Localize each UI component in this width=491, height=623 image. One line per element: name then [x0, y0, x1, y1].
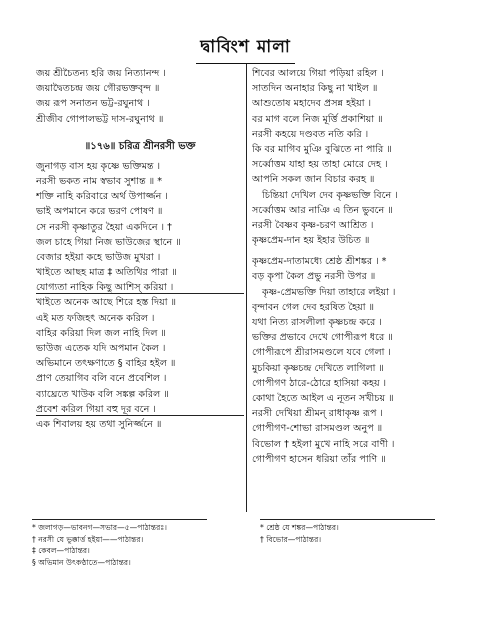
verse-line: কি বর মাগিব মুঞি বুঝিতে না পারি ॥ [252, 143, 392, 155]
footnote: † নরসী যে ভুক্কার্ত্ত হইয়া——পাঠান্তর। [32, 534, 144, 544]
footnote: † বিভোর—পাঠান্তর। [260, 534, 322, 544]
verse-line: নরসী কহয়ে দণ্ডবত নতি করি । [252, 128, 369, 140]
verse-line: যথা নিত্য রাসলীলা কৃষ্ণচন্দ্র করে । [252, 317, 382, 328]
verse-line: গোপীগণ হাসেন ধরিয়া তাঁর পাণি ॥ [252, 453, 386, 465]
verse-line: কৃষ্ণ-প্রেমভক্তি দিয়া তাহারে লইয়া । [262, 286, 396, 298]
footnote-rule [260, 519, 435, 520]
verse-line: বিভোল † হইলা মুখে নাহি সরে বাণী । [252, 438, 395, 450]
verse-line: খাইতে অনেক আছে শিরে হস্ত দিয়া ॥ [36, 297, 177, 309]
verse-line: সে নরসী কৃষ্ণাতুর হৈয়া একদিনে । † [36, 221, 172, 233]
footnote: ‡ কেবল—পাঠান্তর। [32, 546, 90, 555]
verse-line: সাতদিন অনাহার কিছু না খাইল ॥ [252, 83, 378, 95]
chapter-heading: ॥১৭৬॥ চরিত্র শ্রীনরসী ভক্ত [84, 140, 196, 152]
verse-line: নরসী দেখিয়া শ্রীমন্ রাধাকৃষ্ণ রূপ । [252, 408, 383, 420]
verse-line: জয় রূপ সনাতন ভট্ট-রঘুনাথ । [36, 98, 150, 110]
verse-line: প্রবেশ করিল গিয়া বহু দূর বনে । [36, 402, 244, 417]
verse-line: এক শিবালয় হয় তথা সুনির্জ্জনে ॥ [36, 418, 162, 430]
verse-line: কোথা হৈতে আইল এ নূতন সখীচয় ॥ [252, 392, 394, 404]
verse-line: খাইতে আছহ মাত্র ‡ অতিথির পারা ॥ [36, 267, 177, 279]
verse-line: আপনি সকল জান বিচার করহ ॥ [252, 174, 375, 186]
verse-line: গোপীরূপে শ্রীরাসমণ্ডলে যবে গেলা । [252, 347, 391, 359]
verse-line: অভিমানে তৎক্ষণাতে § বাহির হইল ॥ [36, 358, 176, 370]
verse-line: এই মত ফজিহৎ অনেক করিল । [36, 312, 155, 324]
verse-line: ব্যাঘ্রেতে খাউক বলি সঙ্কল্প করিল ॥ [36, 388, 169, 400]
underline-rule [36, 293, 244, 294]
verse-line: আশুতোষ মহাদেব প্রসন্ন হইয়া । [252, 98, 372, 110]
verse-line: গোপীগণ-শোভা রাসমণ্ডল অনুপ ॥ [252, 423, 383, 435]
verse-line: শ্রীজীব গোপালভট্ট দাস-রঘুনাথ ॥ [36, 113, 164, 125]
verse-line: চিন্তিয়া দেখিল দেব কৃষ্ণভক্তি বিনে । [262, 189, 398, 201]
verse-line: বৃন্দাবন গেল দেব হরষিত হৈয়া ॥ [252, 301, 375, 313]
footnotes-left [32, 516, 232, 568]
verse-line: শিবের আলয়ে গিয়া পড়িয়া রহিল । [252, 68, 384, 79]
verse-line: জুনাগড় বাস হয় কৃষ্ণে ভক্তিমন্ত । [36, 160, 161, 172]
verse-line: কৃষ্ণপ্রেম-দান হয় ইহার উচিত ॥ [252, 235, 370, 247]
left-column [36, 66, 244, 432]
verse-line: সর্ব্বোত্তম যাহা হয় তাহা মোরে দেহ । [252, 159, 388, 171]
underline-rule [36, 415, 244, 416]
footnote-rule [32, 519, 207, 520]
verse-line: মুচকিয়া কৃষ্ণচন্দ্র দেখিতে লাগিলা ॥ [252, 362, 384, 374]
column-divider [246, 64, 247, 512]
verse-line: ভাউজ এতেক যদি অপমান কৈল । [36, 343, 166, 354]
verse-line: কৃষ্ণপ্রেম-দাতামধ্যে শ্রেষ্ঠ শ্রীশঙ্কর । * [252, 256, 387, 268]
verse-line: নরসী ভকত নাম স্বভাব সুশান্ত ॥ * [36, 175, 163, 187]
verse-line: জল চাহে গিয়া নিজ ভাউজের স্থানে ॥ [36, 236, 181, 248]
verse-line: বড় কৃপা কৈল প্রভু নরসী উপর ॥ [252, 271, 376, 283]
footnotes-right [260, 516, 460, 545]
left-verses [36, 159, 244, 432]
verse-line: প্রাণ তেয়াগিব বলি বনে প্রবেশিল । [36, 373, 167, 385]
verse-line: বর মাগ বলে নিজ মূর্ত্তি প্রকাশিয়া ॥ [252, 113, 383, 125]
verse-line: বাহির করিয়া দিল জল নাহি দিল ॥ [36, 327, 166, 339]
verse-line: নরসী বৈষ্ণব কৃষ্ণ-চরণ আশ্রিত । [252, 219, 374, 231]
verse-line: ভক্তির প্রভাবে দেখে গোপীরূপ ধরে ॥ [252, 332, 393, 344]
verse-line: বেজার হইয়া কহে ভাউজ মুখরা । [36, 251, 161, 263]
footnote: * শ্রেষ্ঠ যে শঙ্কর—পাঠান্তর। [260, 523, 339, 532]
verse-line: ভাই অপমানে করে ভরণ পোষণ ॥ [36, 206, 163, 218]
footnote: § অভিমান উৎকণ্ঠাতে—পাঠান্তর। [32, 557, 131, 567]
verse-line: যোগ্যতা নাহিক কিছু আশিস্‌ করিয়া । [36, 280, 244, 295]
verse-line: জয়াদ্বৈতচন্দ্র জয় গৌরভক্তবৃন্দ ॥ [36, 83, 160, 95]
page-title: দ্বাবিংশ মালা [0, 34, 491, 64]
verse-line: শক্তি নাহি করিবারে অর্থ উপার্জ্জন । [36, 191, 168, 203]
verse-line: সর্ব্বোত্তম আর নাঞি এ তিন ভুবনে ॥ [252, 204, 393, 216]
verse-line: গোপীগণ ঠারে-ঠোরে হাসিয়া কহয় । [252, 377, 387, 389]
footnote: * জলাগড়—ভাবনগ—সভার—৫—পাঠান্তরঃ। [32, 523, 168, 532]
right-column [252, 66, 466, 467]
verse-line: জয় শ্রীচৈতন্য হরি জয় নিত্যানন্দ । [36, 68, 166, 79]
intro-verses [36, 66, 244, 127]
